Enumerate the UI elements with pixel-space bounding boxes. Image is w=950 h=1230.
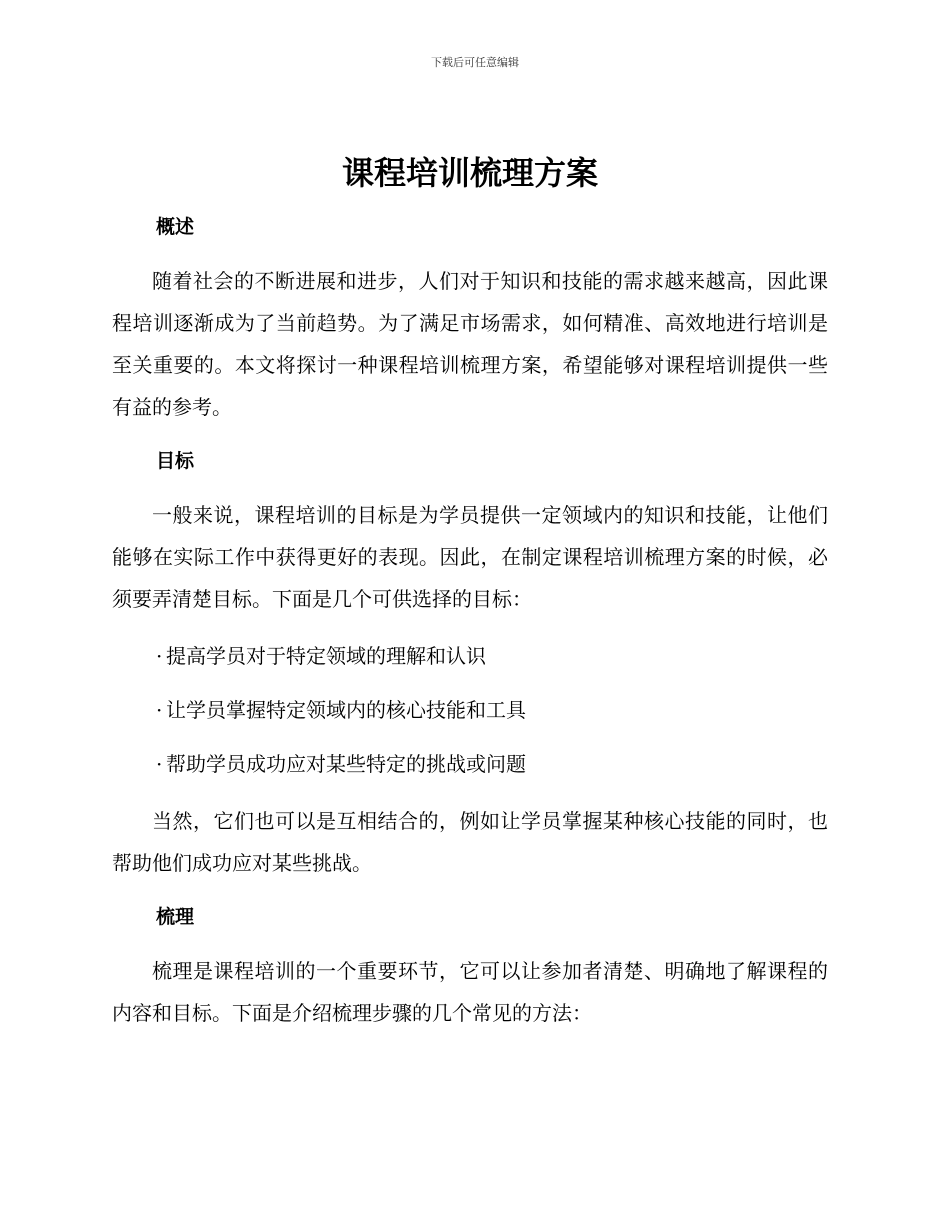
bullet-icon: · [156,698,163,722]
goals-list [112,638,828,782]
sorting-paragraph: 梳理是课程培训的一个重要环节，它可以让参加者清楚、明确地了解课程的内容和目标。下面是介绍梳理步骤的几个常见的方法： [112,959,828,1025]
page-header-note: 下载后可任意编辑 [431,56,519,69]
section-heading-overview: 概述 [156,216,195,238]
document-body [112,148,828,1052]
overview-paragraph: 随着社会的不断进展和进步，人们对于知识和技能的需求越来越高，因此课程培训逐渐成为了当前趋势。为了满足市场需求，如何精准、高效地进行培训是至关重要的。本文将探讨一种课程培训梳理方案，希望能够对课程培训提供一些有益的参考。 [112,269,828,419]
list-item [156,638,828,674]
goals-paragraph: 一般来说，课程培训的目标是为学员提供一定领域内的知识和技能，让他们能够在实际工作中获得更好的表现。因此，在制定课程培训梳理方案的时候，必须要弄清楚目标。下面是几个可供选择的目标： [112,503,828,611]
list-item [156,692,828,728]
list-item [156,746,828,782]
section-heading-sorting: 梳理 [156,906,195,928]
section-heading-goals: 目标 [156,450,195,472]
bullet-icon: · [156,644,163,668]
goals-closing-paragraph: 当然，它们也可以是互相结合的，例如让学员掌握某种核心技能的同时，也帮助他们成功应对某些挑战。 [112,809,828,875]
list-item-text: 让学员掌握特定领域内的核心技能和工具 [166,698,526,722]
bullet-icon: · [156,752,163,776]
list-item-text: 提高学员对于特定领域的理解和认识 [166,644,486,668]
list-item-text: 帮助学员成功应对某些特定的挑战或问题 [166,752,526,776]
document-title: 课程培训梳理方案 [341,154,598,192]
